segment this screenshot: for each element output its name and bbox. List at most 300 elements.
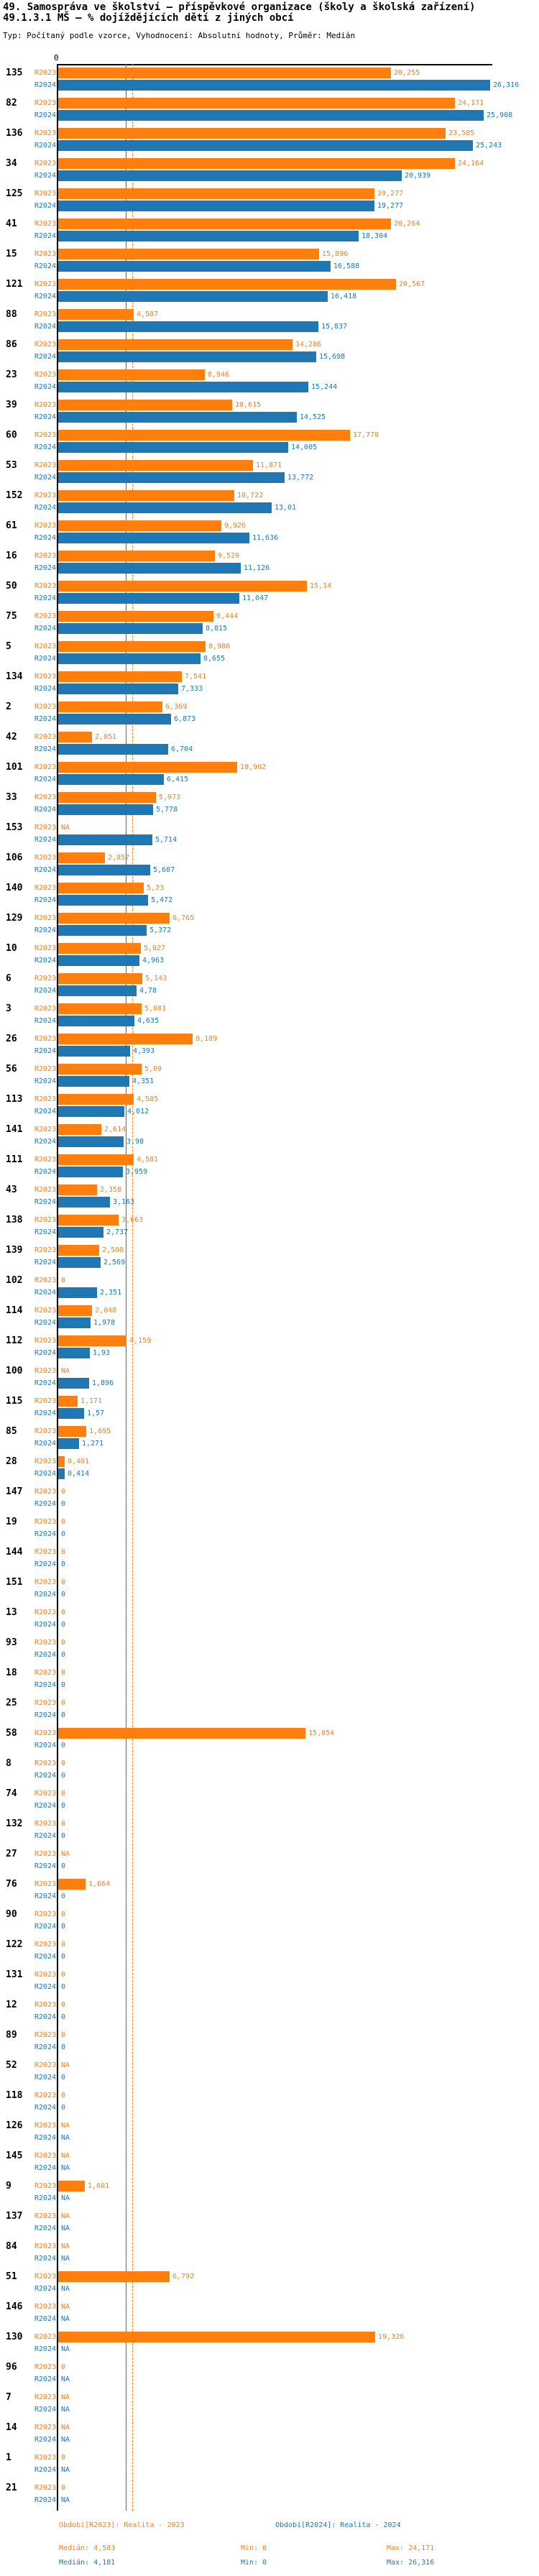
value-label-r2024: 0 bbox=[61, 2043, 66, 2051]
bar-r2024 bbox=[58, 261, 331, 272]
bar-group-131 bbox=[0, 1969, 539, 1993]
bar-r2023 bbox=[58, 2271, 170, 2282]
series-label-r2024: R2024 bbox=[34, 1077, 56, 1085]
series-label-r2024: R2024 bbox=[34, 1379, 56, 1387]
bar-group-56 bbox=[0, 1064, 539, 1087]
value-label-r2024: 6,873 bbox=[174, 715, 196, 723]
bar-r2023 bbox=[58, 1305, 92, 1316]
bar-group-138 bbox=[0, 1215, 539, 1238]
row-code-label: 112 bbox=[6, 1335, 23, 1346]
bar-r2024 bbox=[58, 170, 402, 181]
series-label-r2024: R2024 bbox=[34, 2345, 56, 2353]
bar-r2023 bbox=[58, 1124, 101, 1135]
series-label-r2023: R2023 bbox=[34, 220, 56, 228]
series-label-r2024: R2024 bbox=[34, 2074, 56, 2082]
series-label-r2024: R2024 bbox=[34, 1259, 56, 1266]
value-label-r2023: NA bbox=[61, 1367, 70, 1375]
bar-r2023 bbox=[58, 1215, 119, 1225]
series-label-r2024: R2024 bbox=[34, 1651, 56, 1659]
value-label-r2023: 8,189 bbox=[195, 1035, 218, 1043]
series-label-r2023: R2023 bbox=[34, 401, 56, 409]
row-code-label: 146 bbox=[6, 2301, 23, 2312]
value-label-r2023: NA bbox=[61, 2152, 70, 2160]
row-code-label: 51 bbox=[6, 2271, 17, 2282]
value-label-r2024: 4,635 bbox=[137, 1017, 160, 1025]
value-label-r2024: 6,704 bbox=[171, 745, 193, 753]
value-label-r2023: 0 bbox=[61, 1820, 66, 1828]
series-label-r2023: R2023 bbox=[34, 1488, 56, 1496]
series-label-r2023: R2023 bbox=[34, 1669, 56, 1677]
row-code-label: 151 bbox=[6, 1577, 23, 1588]
value-label-r2023: 4,159 bbox=[129, 1337, 152, 1345]
series-label-r2024: R2024 bbox=[34, 1228, 56, 1236]
series-label-r2023: R2023 bbox=[34, 522, 56, 530]
series-label-r2024: R2024 bbox=[34, 2013, 56, 2021]
series-label-r2024: R2024 bbox=[34, 2134, 56, 2142]
value-label-r2023: 17,778 bbox=[353, 431, 379, 439]
value-label-r2023: 5,027 bbox=[144, 944, 166, 952]
bar-r2023 bbox=[58, 369, 205, 380]
bar-r2023 bbox=[58, 309, 134, 320]
series-label-r2024: R2024 bbox=[34, 1289, 56, 1297]
bar-r2024 bbox=[58, 593, 239, 604]
series-label-r2023: R2023 bbox=[34, 975, 56, 983]
series-label-r2023: R2023 bbox=[34, 582, 56, 590]
bar-group-134 bbox=[0, 671, 539, 695]
value-label-r2024: 18,304 bbox=[361, 232, 388, 240]
series-label-r2024: R2024 bbox=[34, 866, 56, 874]
row-code-label: 152 bbox=[6, 490, 23, 501]
value-label-r2023: 5,09 bbox=[144, 1065, 162, 1073]
series-label-r2024: R2024 bbox=[34, 2496, 56, 2504]
bar-r2023 bbox=[58, 913, 170, 924]
row-code-label: 14 bbox=[6, 2422, 17, 2433]
value-label-r2023: 5,143 bbox=[145, 975, 167, 983]
bar-group-27 bbox=[0, 1849, 539, 1872]
series-label-r2023: R2023 bbox=[34, 2424, 56, 2432]
row-code-label: 114 bbox=[6, 1305, 23, 1316]
bar-group-2 bbox=[0, 702, 539, 725]
value-label-r2024: 4,351 bbox=[132, 1077, 155, 1085]
value-label-r2023: 2,358 bbox=[100, 1186, 122, 1194]
value-label-r2023: 2,508 bbox=[102, 1246, 124, 1254]
value-label-r2023: 9,444 bbox=[216, 612, 239, 620]
value-label-r2024: 11,636 bbox=[252, 534, 279, 542]
series-label-r2023: R2023 bbox=[34, 1035, 56, 1043]
bar-group-114 bbox=[0, 1305, 539, 1329]
series-label-r2023: R2023 bbox=[34, 854, 56, 862]
bar-r2024 bbox=[58, 291, 328, 302]
series-label-r2024: R2024 bbox=[34, 323, 56, 331]
row-code-label: 76 bbox=[6, 1879, 17, 1890]
value-label-r2024: 1,271 bbox=[82, 1440, 104, 1448]
bar-r2024 bbox=[58, 1468, 65, 1479]
series-label-r2024: R2024 bbox=[34, 564, 56, 572]
value-label-r2024: NA bbox=[61, 2345, 70, 2353]
row-code-label: 43 bbox=[6, 1184, 17, 1195]
row-code-label: 58 bbox=[6, 1728, 17, 1739]
value-label-r2024: 6,415 bbox=[167, 776, 189, 783]
row-code-label: 50 bbox=[6, 581, 17, 592]
bar-group-152 bbox=[0, 490, 539, 514]
bar-r2023 bbox=[58, 702, 162, 712]
bar-group-111 bbox=[0, 1154, 539, 1178]
bar-group-153 bbox=[0, 822, 539, 846]
bar-group-84 bbox=[0, 2241, 539, 2265]
row-code-label: 6 bbox=[6, 973, 11, 984]
series-label-r2024: R2024 bbox=[34, 1500, 56, 1508]
row-code-label: 1 bbox=[6, 2452, 11, 2463]
row-code-label: 125 bbox=[6, 188, 23, 199]
row-code-label: 10 bbox=[6, 943, 17, 954]
bar-group-86 bbox=[0, 339, 539, 363]
row-code-label: 134 bbox=[6, 671, 23, 682]
bar-r2024 bbox=[58, 442, 288, 453]
row-code-label: 5 bbox=[6, 641, 11, 652]
bar-group-19 bbox=[0, 1517, 539, 1540]
series-label-r2024: R2024 bbox=[34, 685, 56, 693]
value-label-r2023: 10,902 bbox=[240, 763, 267, 771]
value-label-r2023: 6,369 bbox=[165, 703, 188, 711]
value-label-r2024: 16,418 bbox=[331, 293, 357, 300]
value-label-r2024: 14,005 bbox=[291, 443, 318, 451]
series-label-r2023: R2023 bbox=[34, 2212, 56, 2220]
bar-r2023 bbox=[58, 641, 206, 652]
series-label-r2024: R2024 bbox=[34, 142, 56, 150]
value-label-r2024: NA bbox=[61, 2315, 70, 2323]
row-code-label: 56 bbox=[6, 1064, 17, 1075]
bar-r2023 bbox=[58, 1396, 78, 1407]
value-label-r2023: 19,326 bbox=[378, 2333, 405, 2341]
bar-r2023 bbox=[58, 1154, 134, 1165]
bar-r2024 bbox=[58, 110, 484, 121]
series-label-r2024: R2024 bbox=[34, 896, 56, 904]
bar-r2023 bbox=[58, 98, 455, 109]
row-code-label: 74 bbox=[6, 1788, 17, 1799]
value-label-r2024: 2,737 bbox=[106, 1228, 129, 1236]
bar-r2024 bbox=[58, 201, 374, 211]
bar-r2024 bbox=[58, 1016, 134, 1026]
series-label-r2023: R2023 bbox=[34, 914, 56, 922]
value-label-r2024: 5,472 bbox=[151, 896, 173, 904]
series-label-r2024: R2024 bbox=[34, 1802, 56, 1810]
bar-group-3 bbox=[0, 1003, 539, 1027]
bar-r2023 bbox=[58, 339, 292, 350]
bar-group-144 bbox=[0, 1547, 539, 1570]
value-label-r2023: 0 bbox=[61, 2001, 66, 2009]
bar-r2023 bbox=[58, 430, 350, 441]
stat-min-r2023: Min: 0 bbox=[241, 2544, 267, 2552]
row-code-label: 130 bbox=[6, 2332, 23, 2342]
series-label-r2023: R2023 bbox=[34, 2031, 56, 2039]
bar-group-12 bbox=[0, 2000, 539, 2023]
value-label-r2024: NA bbox=[61, 2375, 70, 2383]
value-label-r2024: NA bbox=[61, 2194, 70, 2202]
row-code-label: 135 bbox=[6, 68, 23, 78]
value-label-r2023: 15,896 bbox=[322, 250, 349, 258]
series-label-r2024: R2024 bbox=[34, 232, 56, 240]
bar-group-125 bbox=[0, 188, 539, 212]
row-code-label: 18 bbox=[6, 1668, 17, 1678]
series-label-r2023: R2023 bbox=[34, 2454, 56, 2462]
row-code-label: 23 bbox=[6, 369, 17, 380]
bar-r2024 bbox=[58, 1438, 79, 1449]
series-label-r2024: R2024 bbox=[34, 836, 56, 844]
series-label-r2023: R2023 bbox=[34, 1216, 56, 1224]
value-label-r2023: 9,926 bbox=[224, 522, 247, 530]
row-code-label: 121 bbox=[6, 279, 23, 290]
series-label-r2024: R2024 bbox=[34, 2436, 56, 2444]
row-code-label: 42 bbox=[6, 732, 17, 742]
row-code-label: 84 bbox=[6, 2241, 17, 2252]
bar-group-34 bbox=[0, 158, 539, 182]
value-label-r2024: 0 bbox=[61, 1651, 66, 1659]
bar-group-89 bbox=[0, 2030, 539, 2053]
row-code-label: 145 bbox=[6, 2150, 23, 2161]
series-label-r2024: R2024 bbox=[34, 1560, 56, 1568]
series-label-r2023: R2023 bbox=[34, 1578, 56, 1586]
series-label-r2023: R2023 bbox=[34, 1820, 56, 1828]
bar-group-130 bbox=[0, 2332, 539, 2355]
series-label-r2024: R2024 bbox=[34, 2225, 56, 2232]
value-label-r2024: 13,772 bbox=[287, 474, 314, 482]
series-label-r2024: R2024 bbox=[34, 81, 56, 89]
series-label-r2024: R2024 bbox=[34, 926, 56, 934]
value-label-r2023: 0 bbox=[61, 1760, 66, 1767]
value-label-r2023: 1,171 bbox=[80, 1397, 103, 1405]
series-label-r2023: R2023 bbox=[34, 2393, 56, 2401]
bar-r2024 bbox=[58, 1287, 97, 1298]
value-label-r2023: 11,871 bbox=[256, 461, 282, 469]
row-code-label: 13 bbox=[6, 1607, 17, 1618]
series-label-r2024: R2024 bbox=[34, 625, 56, 632]
row-code-label: 41 bbox=[6, 218, 17, 229]
bar-group-140 bbox=[0, 883, 539, 906]
value-label-r2023: 0 bbox=[61, 1699, 66, 1707]
bar-group-151 bbox=[0, 1577, 539, 1601]
stat-median-r2024: Medián: 4,181 bbox=[59, 2559, 116, 2567]
value-label-r2023: 14,286 bbox=[295, 341, 322, 349]
bar-group-76 bbox=[0, 1879, 539, 1903]
bar-r2024 bbox=[58, 834, 152, 845]
value-label-r2024: 0 bbox=[61, 1711, 66, 1719]
row-code-label: 88 bbox=[6, 309, 17, 320]
bar-group-135 bbox=[0, 68, 539, 91]
value-label-r2024: 1,57 bbox=[87, 1409, 105, 1417]
bar-r2023 bbox=[58, 1034, 193, 1044]
bar-r2023 bbox=[58, 128, 446, 139]
value-label-r2024: 5,607 bbox=[153, 866, 175, 874]
value-label-r2024: 0 bbox=[61, 2104, 66, 2112]
series-label-r2023: R2023 bbox=[34, 160, 56, 167]
row-code-label: 2 bbox=[6, 702, 11, 712]
bar-r2023 bbox=[58, 490, 234, 501]
value-label-r2024: NA bbox=[61, 2285, 70, 2293]
bar-group-137 bbox=[0, 2211, 539, 2235]
bar-r2023 bbox=[58, 1456, 65, 1467]
value-label-r2024: 0 bbox=[61, 1862, 66, 1870]
value-label-r2024: NA bbox=[61, 2225, 70, 2232]
value-label-r2024: 0 bbox=[61, 1742, 66, 1749]
value-label-r2024: NA bbox=[61, 2466, 70, 2474]
stat-max-r2024: Max: 26,316 bbox=[387, 2559, 435, 2567]
bar-group-112 bbox=[0, 1335, 539, 1359]
value-label-r2023: 0 bbox=[61, 1518, 66, 1526]
bar-group-10 bbox=[0, 943, 539, 967]
value-label-r2023: NA bbox=[61, 824, 70, 832]
legend-r2023: Období[R2023]: Realita - 2023 bbox=[59, 2521, 185, 2529]
bar-group-61 bbox=[0, 520, 539, 544]
series-label-r2024: R2024 bbox=[34, 2315, 56, 2323]
value-label-r2023: 0,401 bbox=[68, 1458, 90, 1466]
bar-group-6 bbox=[0, 973, 539, 997]
value-label-r2023: 0 bbox=[61, 2092, 66, 2099]
row-code-label: 33 bbox=[6, 792, 17, 803]
bar-group-13 bbox=[0, 1607, 539, 1631]
bar-group-52 bbox=[0, 2060, 539, 2084]
series-label-r2024: R2024 bbox=[34, 1319, 56, 1327]
value-label-r2023: 0 bbox=[61, 1276, 66, 1284]
series-label-r2023: R2023 bbox=[34, 2182, 56, 2190]
series-label-r2024: R2024 bbox=[34, 1409, 56, 1417]
series-label-r2024: R2024 bbox=[34, 262, 56, 270]
series-label-r2023: R2023 bbox=[34, 371, 56, 379]
bar-r2023 bbox=[58, 1064, 142, 1075]
value-label-r2024: 20,939 bbox=[405, 172, 431, 180]
series-label-r2024: R2024 bbox=[34, 594, 56, 602]
row-code-label: 15 bbox=[6, 249, 17, 259]
series-label-r2023: R2023 bbox=[34, 1186, 56, 1194]
value-label-r2023: 6,765 bbox=[172, 914, 195, 922]
series-label-r2023: R2023 bbox=[34, 2484, 56, 2492]
bar-group-122 bbox=[0, 1939, 539, 1963]
value-label-r2024: 7,333 bbox=[181, 685, 203, 693]
bar-r2023 bbox=[58, 1426, 86, 1437]
bar-r2024 bbox=[58, 321, 318, 332]
value-label-r2023: 0 bbox=[61, 1488, 66, 1496]
bar-r2024 bbox=[58, 955, 139, 966]
row-code-label: 131 bbox=[6, 1969, 23, 1980]
series-label-r2024: R2024 bbox=[34, 2406, 56, 2414]
value-label-r2023: 0 bbox=[61, 1578, 66, 1586]
value-label-r2024: 8,815 bbox=[206, 625, 228, 632]
value-label-r2024: 25,908 bbox=[487, 111, 513, 119]
bar-r2023 bbox=[58, 460, 253, 471]
value-label-r2024: 4,78 bbox=[139, 987, 157, 995]
bar-r2023 bbox=[58, 279, 396, 290]
bar-r2024 bbox=[58, 1378, 89, 1389]
series-label-r2023: R2023 bbox=[34, 2122, 56, 2130]
bar-r2024 bbox=[58, 714, 171, 724]
row-code-label: 21 bbox=[6, 2483, 17, 2493]
series-label-r2023: R2023 bbox=[34, 1458, 56, 1466]
value-label-r2024: 1,896 bbox=[92, 1379, 114, 1387]
series-label-r2023: R2023 bbox=[34, 1276, 56, 1284]
series-label-r2024: R2024 bbox=[34, 1953, 56, 1961]
series-label-r2024: R2024 bbox=[34, 1047, 56, 1055]
bar-group-121 bbox=[0, 279, 539, 303]
bar-r2023 bbox=[58, 1728, 305, 1739]
value-label-r2024: 11,126 bbox=[244, 564, 270, 572]
series-label-r2023: R2023 bbox=[34, 733, 56, 741]
series-label-r2023: R2023 bbox=[34, 310, 56, 318]
bar-r2024 bbox=[58, 774, 164, 785]
value-label-r2024: NA bbox=[61, 2134, 70, 2142]
series-label-r2024: R2024 bbox=[34, 1198, 56, 1206]
value-label-r2024: 15,244 bbox=[311, 383, 338, 391]
series-label-r2023: R2023 bbox=[34, 703, 56, 711]
series-label-r2023: R2023 bbox=[34, 643, 56, 650]
value-label-r2023: 0 bbox=[61, 1790, 66, 1798]
bar-r2023 bbox=[58, 1879, 86, 1890]
value-label-r2023: 0 bbox=[61, 1639, 66, 1647]
series-label-r2024: R2024 bbox=[34, 1440, 56, 1448]
bar-r2023 bbox=[58, 943, 141, 954]
value-label-r2023: 2,857 bbox=[108, 854, 130, 862]
value-label-r2023: 4,581 bbox=[137, 1156, 159, 1164]
series-label-r2023: R2023 bbox=[34, 1548, 56, 1556]
bar-r2023 bbox=[58, 2181, 85, 2191]
stat-median-r2023: Medián: 4,583 bbox=[59, 2544, 116, 2552]
row-code-label: 106 bbox=[6, 852, 23, 863]
value-label-r2023: 0 bbox=[61, 1548, 66, 1556]
value-label-r2023: 6,792 bbox=[172, 2273, 195, 2281]
value-label-r2023: 10,722 bbox=[237, 492, 264, 500]
row-code-label: 12 bbox=[6, 2000, 17, 2010]
stat-max-r2023: Max: 24,171 bbox=[387, 2544, 435, 2552]
row-code-label: 52 bbox=[6, 2060, 17, 2071]
series-label-r2023: R2023 bbox=[34, 1246, 56, 1254]
series-label-r2023: R2023 bbox=[34, 1609, 56, 1616]
row-code-label: 115 bbox=[6, 1396, 23, 1407]
value-label-r2024: 0 bbox=[61, 1772, 66, 1780]
row-code-label: 140 bbox=[6, 883, 23, 893]
bar-r2024 bbox=[58, 804, 153, 815]
row-code-label: 89 bbox=[6, 2030, 17, 2041]
bar-r2023 bbox=[58, 1335, 126, 1346]
value-label-r2024: 25,243 bbox=[476, 142, 502, 150]
row-code-label: 3 bbox=[6, 1003, 11, 1014]
bar-group-93 bbox=[0, 1637, 539, 1661]
value-label-r2024: 4,393 bbox=[133, 1047, 155, 1055]
value-label-r2023: 8,946 bbox=[208, 371, 230, 379]
row-code-label: 111 bbox=[6, 1154, 23, 1165]
value-label-r2023: 20,264 bbox=[394, 220, 420, 228]
series-label-r2024: R2024 bbox=[34, 715, 56, 723]
series-label-r2024: R2024 bbox=[34, 1983, 56, 1991]
series-label-r2024: R2024 bbox=[34, 1591, 56, 1598]
series-label-r2024: R2024 bbox=[34, 2043, 56, 2051]
row-code-label: 75 bbox=[6, 611, 17, 622]
series-label-r2024: R2024 bbox=[34, 293, 56, 300]
bar-group-41 bbox=[0, 218, 539, 242]
series-label-r2024: R2024 bbox=[34, 534, 56, 542]
value-label-r2023: NA bbox=[61, 1850, 70, 1858]
series-label-r2023: R2023 bbox=[34, 1639, 56, 1647]
bar-group-16 bbox=[0, 551, 539, 574]
bar-group-1 bbox=[0, 2452, 539, 2476]
series-label-r2024: R2024 bbox=[34, 1349, 56, 1357]
series-label-r2023: R2023 bbox=[34, 190, 56, 198]
bar-group-139 bbox=[0, 1245, 539, 1269]
row-code-label: 85 bbox=[6, 1426, 17, 1437]
bar-r2023 bbox=[58, 1245, 99, 1256]
value-label-r2023: 0 bbox=[61, 2454, 66, 2462]
value-label-r2023: NA bbox=[61, 2061, 70, 2069]
series-label-r2023: R2023 bbox=[34, 2061, 56, 2069]
bar-r2024 bbox=[58, 1136, 124, 1147]
bar-group-5 bbox=[0, 641, 539, 665]
